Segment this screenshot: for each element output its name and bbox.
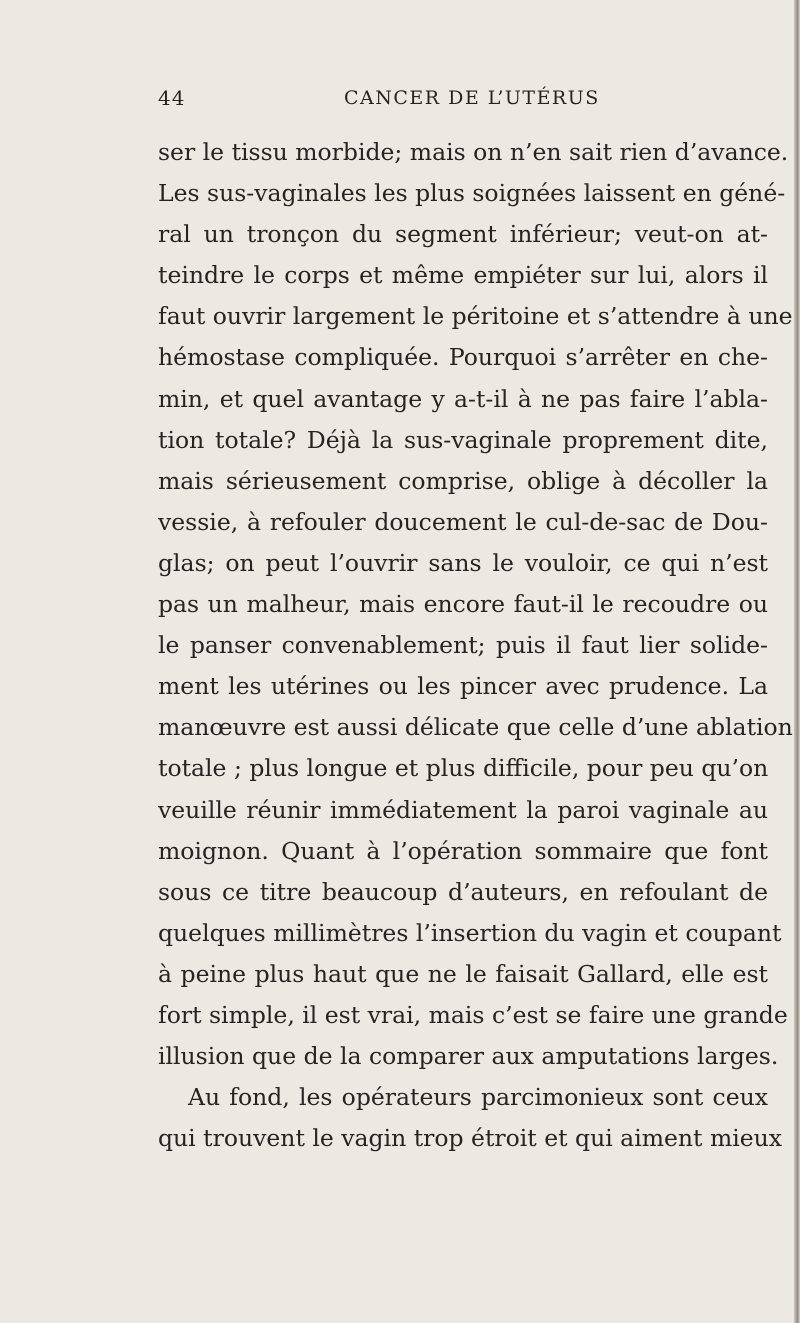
text-line: vessie, à refouler doucement le cul-de-sac de Dou- (158, 507, 768, 536)
text-line: glas; on peut l’ouvrir sans le vouloir, ce qui n’est (158, 548, 768, 577)
text-line: Les sus-vaginales les plus soignées laissent en géné- (158, 179, 786, 208)
text-line: teindre le corps et même empiéter sur lui, alors il (158, 261, 768, 290)
text-line: le panser convenablement; puis il faut lier solide- (158, 631, 768, 660)
text-line: qui trouvent le vagin trop étroit et qui aiment mieux (158, 1124, 783, 1153)
text-line: manœuvre est aussi délicate que celle d’une ablation (158, 713, 793, 742)
page-edge-shadow (794, 0, 800, 1323)
text-line: moignon. Quant à l’opération sommaire que font (158, 836, 768, 865)
text-line: ser le tissu morbide; mais on n’en sait rien d’avance. (158, 138, 789, 166)
text-line: ral un tronçon du segment inférieur; veut-on at- (158, 220, 768, 249)
text-line: fort simple, il est vrai, mais c’est se faire une grande (158, 1000, 788, 1029)
text-line: mais sérieusement comprise, oblige à décoller la (158, 466, 768, 495)
body-text (158, 132, 793, 1159)
text-line: hémostase compliquée. Pourquoi s’arrêter en che- (158, 343, 768, 372)
running-head: CANCER DE L’UTÉRUS (344, 87, 600, 109)
text-line: quelques millimètres l’insertion du vagin et coupant (158, 918, 782, 947)
text-line: Au fond, les opérateurs parcimonieux sont ceux (188, 1083, 768, 1112)
text-line: ment les utérines ou les pincer avec prudence. La (158, 672, 768, 701)
text-line: veuille réunir immédiatement la paroi vaginale au (158, 795, 768, 824)
text-line: min, et quel avantage y a-t-il à ne pas faire l’abla- (158, 384, 768, 413)
text-line: sous ce titre beaucoup d’auteurs, en refoulant de (158, 877, 768, 906)
text-line: totale ; plus longue et plus difficile, pour peu qu’on (158, 754, 769, 783)
text-line: à peine plus haut que ne le faisait Gallard, elle est (158, 959, 768, 988)
text-line: pas un malheur, mais encore faut-il le recoudre ou (158, 590, 768, 619)
text-line: illusion que de la comparer aux amputations larges. (158, 1042, 779, 1071)
text-line: faut ouvrir largement le péritoine et s’attendre à une (158, 302, 793, 331)
page-number: 44 (158, 86, 186, 110)
text-line: tion totale? Déjà la sus-vaginale proprement dite, (158, 425, 768, 454)
page-header (0, 86, 794, 116)
